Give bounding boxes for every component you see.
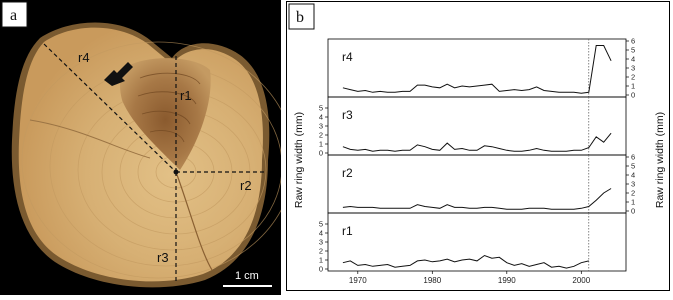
y-tick-label-r1: 0 bbox=[318, 264, 323, 274]
y-tick-label-r1: 4 bbox=[318, 228, 323, 238]
subplot-title-r1: r1 bbox=[342, 224, 353, 238]
ring-width-chart bbox=[286, 1, 671, 292]
y-tick-label-r1: 5 bbox=[318, 219, 323, 229]
y-tick-label-r2: 0 bbox=[631, 206, 636, 216]
panel-frame bbox=[287, 2, 670, 291]
y-tick-label-r3: 5 bbox=[318, 103, 323, 113]
y-tick-label-r2: 4 bbox=[631, 170, 636, 180]
pith-dot bbox=[174, 170, 179, 175]
ring-width-chart-panel bbox=[286, 1, 671, 292]
cross-section-photo-panel bbox=[0, 0, 281, 295]
y-tick-label-r3: 1 bbox=[318, 139, 323, 149]
label-r1: r1 bbox=[180, 88, 192, 103]
label-r2: r2 bbox=[240, 178, 252, 193]
subplot-title-r4: r4 bbox=[342, 50, 353, 64]
label-r4: r4 bbox=[78, 50, 90, 65]
y-axis-label-left: Raw ring width (mm) bbox=[293, 111, 305, 209]
y-tick-label-r2: 2 bbox=[631, 188, 636, 198]
scale-bar-label: 1 cm bbox=[235, 270, 259, 282]
x-tick-label: 1980 bbox=[423, 276, 442, 285]
y-tick-label-r4: 2 bbox=[631, 72, 636, 82]
y-tick-label-r1: 1 bbox=[318, 255, 323, 265]
x-tick-label: 1970 bbox=[348, 276, 367, 285]
panel-letter-b: b bbox=[296, 9, 304, 26]
y-tick-label-r1: 3 bbox=[318, 237, 323, 247]
label-r3: r3 bbox=[157, 250, 169, 265]
y-tick-label-r2: 1 bbox=[631, 197, 636, 207]
y-tick-label-r3: 2 bbox=[318, 130, 323, 140]
y-tick-label-r2: 3 bbox=[631, 179, 636, 189]
y-tick-label-r3: 3 bbox=[318, 121, 323, 131]
x-tick-label: 2000 bbox=[572, 276, 591, 285]
y-tick-label-r4: 0 bbox=[631, 90, 636, 100]
x-tick-label: 1990 bbox=[497, 276, 516, 285]
cross-section-photo bbox=[0, 0, 281, 295]
subplot-title-r2: r2 bbox=[342, 166, 353, 180]
y-tick-label-r4: 3 bbox=[631, 63, 636, 73]
panel-letter-a: a bbox=[10, 7, 18, 24]
y-tick-label-r4: 1 bbox=[631, 81, 636, 91]
subplot-title-r3: r3 bbox=[342, 108, 353, 122]
y-tick-label-r4: 5 bbox=[631, 45, 636, 55]
y-tick-label-r4: 6 bbox=[631, 36, 636, 46]
y-axis-label-right: Raw ring width (mm) bbox=[654, 111, 666, 209]
y-tick-label-r2: 5 bbox=[631, 161, 636, 171]
y-tick-label-r4: 4 bbox=[631, 54, 636, 64]
y-tick-label-r1: 2 bbox=[318, 246, 323, 256]
y-tick-label-r3: 4 bbox=[318, 112, 323, 122]
y-tick-label-r2: 6 bbox=[631, 152, 636, 162]
y-tick-label-r3: 0 bbox=[318, 148, 323, 158]
